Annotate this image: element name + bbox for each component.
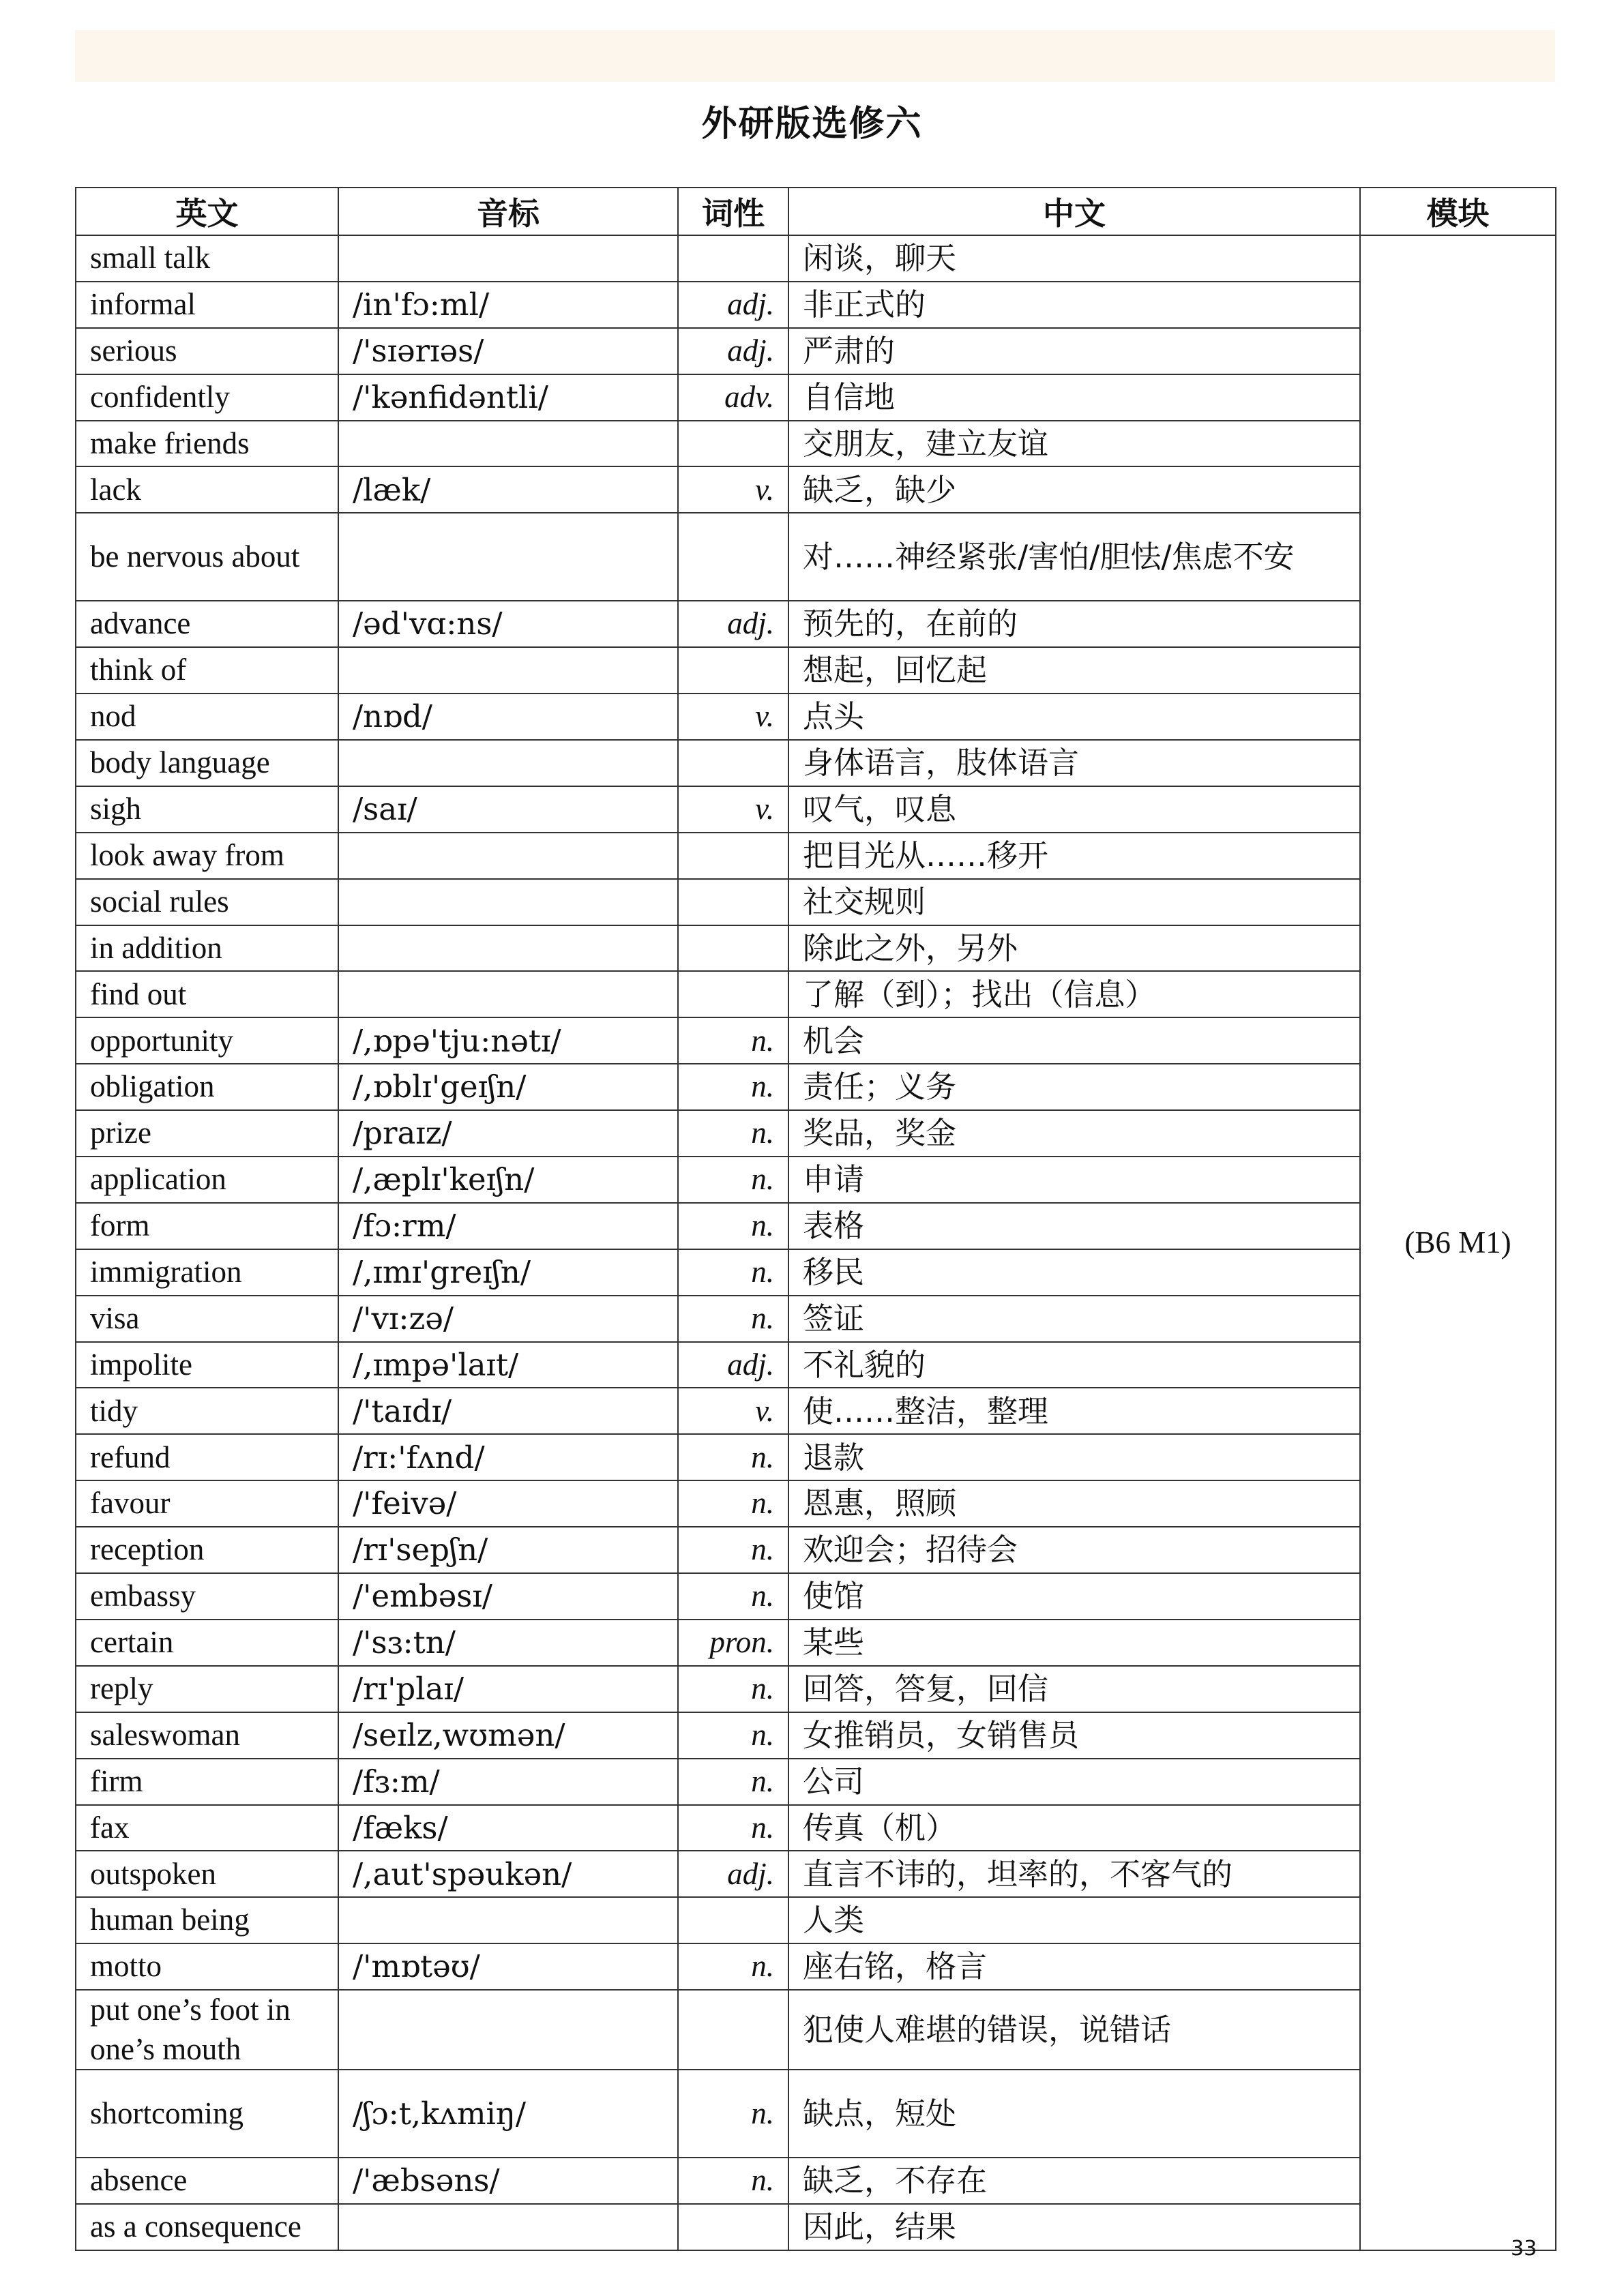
english-cell: nod xyxy=(76,694,338,740)
phonetic-cell: /'feivə/ xyxy=(338,1480,678,1527)
chinese-cell: 某些 xyxy=(788,1620,1360,1666)
table-row xyxy=(76,1249,1556,1296)
chinese-cell: 机会 xyxy=(788,1017,1360,1064)
english-cell: tidy xyxy=(76,1388,338,1434)
page-number: 33 xyxy=(1511,2237,1537,2261)
part-of-speech-cell: pron. xyxy=(678,1620,788,1666)
table-row xyxy=(76,1017,1556,1064)
english-cell: shortcoming xyxy=(76,2070,338,2158)
part-of-speech-cell: n. xyxy=(678,1527,788,1573)
english-cell: body language xyxy=(76,740,338,786)
phonetic-cell: /,ɒpə'tju:nətɪ/ xyxy=(338,1017,678,1064)
english-cell: firm xyxy=(76,1759,338,1805)
part-of-speech-cell: adj. xyxy=(678,328,788,374)
phonetic-cell: /fæks/ xyxy=(338,1805,678,1851)
table-row xyxy=(76,2204,1556,2250)
chinese-cell: 社交规则 xyxy=(788,879,1360,925)
chinese-cell: 退款 xyxy=(788,1434,1360,1480)
chinese-cell: 除此之外，另外 xyxy=(788,925,1360,972)
table-row xyxy=(76,1620,1556,1666)
module-cell: (B6 M1) xyxy=(1360,235,1556,2250)
chinese-cell: 自信地 xyxy=(788,374,1360,421)
phonetic-cell: /'vɪ:zə/ xyxy=(338,1296,678,1342)
english-cell: sigh xyxy=(76,786,338,833)
phonetic-cell xyxy=(338,2204,678,2250)
part-of-speech-cell: n. xyxy=(678,1434,788,1480)
table-row xyxy=(76,2070,1556,2158)
english-cell: absence xyxy=(76,2158,338,2204)
part-of-speech-cell: n. xyxy=(678,1480,788,1527)
chinese-cell: 座右铭，格言 xyxy=(788,1943,1360,1990)
phonetic-cell: /rɪ:'fʌnd/ xyxy=(338,1434,678,1480)
chinese-cell: 叹气，叹息 xyxy=(788,786,1360,833)
phonetic-cell xyxy=(338,513,678,601)
phonetic-cell: /rɪ'sepʃn/ xyxy=(338,1527,678,1573)
phonetic-cell: /ʃɔ:t,kʌmiŋ/ xyxy=(338,2070,678,2158)
table-row xyxy=(76,374,1556,421)
phonetic-cell xyxy=(338,740,678,786)
chinese-cell: 移民 xyxy=(788,1249,1360,1296)
table-row xyxy=(76,1388,1556,1434)
phonetic-cell: /,ɒblɪ'geɪʃn/ xyxy=(338,1064,678,1110)
header-band xyxy=(75,30,1555,82)
table-row xyxy=(76,1851,1556,1897)
phonetic-cell: /læk/ xyxy=(338,466,678,513)
table-row xyxy=(76,786,1556,833)
english-cell: impolite xyxy=(76,1342,338,1388)
phonetic-cell: /əd'vɑ:ns/ xyxy=(338,601,678,647)
part-of-speech-cell: n. xyxy=(678,1666,788,1712)
phonetic-cell: /,ɪmɪ'greɪʃn/ xyxy=(338,1249,678,1296)
english-cell: confidently xyxy=(76,374,338,421)
english-cell: lack xyxy=(76,466,338,513)
table-row xyxy=(76,1110,1556,1157)
table-row xyxy=(76,925,1556,972)
chinese-cell: 签证 xyxy=(788,1296,1360,1342)
table-row xyxy=(76,513,1556,601)
part-of-speech-cell: n. xyxy=(678,1573,788,1620)
part-of-speech-cell: adv. xyxy=(678,374,788,421)
table-row xyxy=(76,647,1556,694)
chinese-cell: 不礼貌的 xyxy=(788,1342,1360,1388)
table-row xyxy=(76,1203,1556,1249)
chinese-cell: 使……整洁，整理 xyxy=(788,1388,1360,1434)
part-of-speech-cell: adj. xyxy=(678,601,788,647)
chinese-cell: 使馆 xyxy=(788,1573,1360,1620)
chinese-cell: 传真（机） xyxy=(788,1805,1360,1851)
table-row xyxy=(76,1342,1556,1388)
chinese-cell: 直言不讳的，坦率的，不客气的 xyxy=(788,1851,1360,1897)
english-cell: think of xyxy=(76,647,338,694)
english-cell: motto xyxy=(76,1943,338,1990)
part-of-speech-cell xyxy=(678,1897,788,1943)
english-cell: application xyxy=(76,1157,338,1203)
part-of-speech-cell xyxy=(678,647,788,694)
english-cell: make friends xyxy=(76,421,338,467)
english-cell: reception xyxy=(76,1527,338,1573)
part-of-speech-cell: n. xyxy=(678,2158,788,2204)
part-of-speech-cell xyxy=(678,925,788,972)
chinese-cell: 人类 xyxy=(788,1897,1360,1943)
vocabulary-table xyxy=(75,187,1556,2251)
chinese-cell: 把目光从……移开 xyxy=(788,833,1360,879)
phonetic-cell: /praɪz/ xyxy=(338,1110,678,1157)
part-of-speech-cell xyxy=(678,740,788,786)
header-part-of-speech: 词性 xyxy=(678,188,788,235)
part-of-speech-cell: n. xyxy=(678,2070,788,2158)
english-cell: refund xyxy=(76,1434,338,1480)
part-of-speech-cell: adj. xyxy=(678,282,788,328)
english-cell: visa xyxy=(76,1296,338,1342)
phonetic-cell: /fɔ:rm/ xyxy=(338,1203,678,1249)
phonetic-cell: /,aut'spəukən/ xyxy=(338,1851,678,1897)
chinese-cell: 表格 xyxy=(788,1203,1360,1249)
chinese-cell: 想起，回忆起 xyxy=(788,647,1360,694)
english-cell: advance xyxy=(76,601,338,647)
table-row xyxy=(76,1805,1556,1851)
phonetic-cell: /seɪlz,wʊmən/ xyxy=(338,1712,678,1759)
part-of-speech-cell: n. xyxy=(678,1759,788,1805)
phonetic-cell: /in'fɔ:ml/ xyxy=(338,282,678,328)
english-cell: in addition xyxy=(76,925,338,972)
chinese-cell: 公司 xyxy=(788,1759,1360,1805)
part-of-speech-cell: n. xyxy=(678,1249,788,1296)
english-cell: social rules xyxy=(76,879,338,925)
header-module: 模块 xyxy=(1360,188,1556,235)
phonetic-cell: /fɜ:m/ xyxy=(338,1759,678,1805)
page-title: 外研版选修六 xyxy=(701,104,923,145)
chinese-cell: 女推销员，女销售员 xyxy=(788,1712,1360,1759)
phonetic-cell xyxy=(338,421,678,467)
english-cell: put one’s foot in one’s mouth xyxy=(76,1990,338,2070)
part-of-speech-cell: v. xyxy=(678,786,788,833)
chinese-cell: 恩惠，照顾 xyxy=(788,1480,1360,1527)
chinese-cell: 因此，结果 xyxy=(788,2204,1360,2250)
english-cell: saleswoman xyxy=(76,1712,338,1759)
part-of-speech-cell xyxy=(678,833,788,879)
english-cell: be nervous about xyxy=(76,513,338,601)
english-cell: outspoken xyxy=(76,1851,338,1897)
part-of-speech-cell: n. xyxy=(678,1017,788,1064)
table-row xyxy=(76,601,1556,647)
english-cell: human being xyxy=(76,1897,338,1943)
phonetic-cell xyxy=(338,1990,678,2070)
part-of-speech-cell xyxy=(678,971,788,1017)
table-row xyxy=(76,282,1556,328)
english-cell: certain xyxy=(76,1620,338,1666)
header-chinese: 中文 xyxy=(788,188,1360,235)
chinese-cell: 缺乏，不存在 xyxy=(788,2158,1360,2204)
part-of-speech-cell: n. xyxy=(678,1110,788,1157)
phonetic-cell: /'sɜ:tn/ xyxy=(338,1620,678,1666)
chinese-cell: 对……神经紧张/害怕/胆怯/焦虑不安 xyxy=(788,513,1360,601)
part-of-speech-cell xyxy=(678,235,788,282)
phonetic-cell xyxy=(338,925,678,972)
chinese-cell: 身体语言，肢体语言 xyxy=(788,740,1360,786)
english-cell: reply xyxy=(76,1666,338,1712)
part-of-speech-cell: v. xyxy=(678,1388,788,1434)
table-header-row xyxy=(76,188,1556,235)
phonetic-cell xyxy=(338,235,678,282)
english-cell: form xyxy=(76,1203,338,1249)
chinese-cell: 了解（到）；找出（信息） xyxy=(788,971,1360,1017)
phonetic-cell: /saɪ/ xyxy=(338,786,678,833)
table-row xyxy=(76,2158,1556,2204)
phonetic-cell: /'sɪərɪəs/ xyxy=(338,328,678,374)
english-cell: small talk xyxy=(76,235,338,282)
table-row xyxy=(76,1666,1556,1712)
table-row xyxy=(76,1759,1556,1805)
chinese-cell: 回答，答复，回信 xyxy=(788,1666,1360,1712)
english-cell: as a consequence xyxy=(76,2204,338,2250)
table-row xyxy=(76,1296,1556,1342)
table-row xyxy=(76,1990,1556,2070)
table-row xyxy=(76,740,1556,786)
english-cell: fax xyxy=(76,1805,338,1851)
part-of-speech-cell: n. xyxy=(678,1805,788,1851)
phonetic-cell: /'mɒtəʊ/ xyxy=(338,1943,678,1990)
phonetic-cell: /rɪ'plaɪ/ xyxy=(338,1666,678,1712)
chinese-cell: 预先的，在前的 xyxy=(788,601,1360,647)
header-english: 英文 xyxy=(76,188,338,235)
phonetic-cell: /,ɪmpə'laɪt/ xyxy=(338,1342,678,1388)
phonetic-cell xyxy=(338,879,678,925)
english-cell: favour xyxy=(76,1480,338,1527)
english-cell: obligation xyxy=(76,1064,338,1110)
part-of-speech-cell xyxy=(678,421,788,467)
part-of-speech-cell: n. xyxy=(678,1157,788,1203)
phonetic-cell xyxy=(338,833,678,879)
table-row xyxy=(76,421,1556,467)
part-of-speech-cell: adj. xyxy=(678,1342,788,1388)
phonetic-cell: /,æplɪ'keɪʃn/ xyxy=(338,1157,678,1203)
phonetic-cell: /'embəsɪ/ xyxy=(338,1573,678,1620)
english-cell: immigration xyxy=(76,1249,338,1296)
part-of-speech-cell: adj. xyxy=(678,1851,788,1897)
chinese-cell: 闲谈，聊天 xyxy=(788,235,1360,282)
english-cell: prize xyxy=(76,1110,338,1157)
table-row xyxy=(76,879,1556,925)
part-of-speech-cell: n. xyxy=(678,1203,788,1249)
chinese-cell: 奖品，奖金 xyxy=(788,1110,1360,1157)
chinese-cell: 非正式的 xyxy=(788,282,1360,328)
phonetic-cell: /nɒd/ xyxy=(338,694,678,740)
chinese-cell: 缺乏，缺少 xyxy=(788,466,1360,513)
english-cell: informal xyxy=(76,282,338,328)
chinese-cell: 缺点，短处 xyxy=(788,2070,1360,2158)
chinese-cell: 责任；义务 xyxy=(788,1064,1360,1110)
part-of-speech-cell: v. xyxy=(678,694,788,740)
table-row xyxy=(76,1064,1556,1110)
english-cell: embassy xyxy=(76,1573,338,1620)
table-row xyxy=(76,1480,1556,1527)
chinese-cell: 欢迎会；招待会 xyxy=(788,1527,1360,1573)
english-cell: find out xyxy=(76,971,338,1017)
table-row xyxy=(76,833,1556,879)
part-of-speech-cell: v. xyxy=(678,466,788,513)
chinese-cell: 申请 xyxy=(788,1157,1360,1203)
part-of-speech-cell xyxy=(678,1990,788,2070)
chinese-cell: 犯使人难堪的错误，说错话 xyxy=(788,1990,1360,2070)
table-row xyxy=(76,1157,1556,1203)
phonetic-cell xyxy=(338,1897,678,1943)
chinese-cell: 点头 xyxy=(788,694,1360,740)
phonetic-cell: /'kənfidəntli/ xyxy=(338,374,678,421)
english-cell: serious xyxy=(76,328,338,374)
table-row xyxy=(76,328,1556,374)
phonetic-cell xyxy=(338,971,678,1017)
table-row xyxy=(76,971,1556,1017)
part-of-speech-cell: n. xyxy=(678,1064,788,1110)
header-phonetic: 音标 xyxy=(338,188,678,235)
phonetic-cell: /'taɪdɪ/ xyxy=(338,1388,678,1434)
part-of-speech-cell: n. xyxy=(678,1943,788,1990)
chinese-cell: 严肃的 xyxy=(788,328,1360,374)
table-body xyxy=(76,235,1556,2250)
english-cell: look away from xyxy=(76,833,338,879)
part-of-speech-cell xyxy=(678,879,788,925)
part-of-speech-cell: n. xyxy=(678,1296,788,1342)
chinese-cell: 交朋友，建立友谊 xyxy=(788,421,1360,467)
part-of-speech-cell xyxy=(678,2204,788,2250)
table-row xyxy=(76,1573,1556,1620)
phonetic-cell xyxy=(338,647,678,694)
table-row xyxy=(76,694,1556,740)
english-cell: opportunity xyxy=(76,1017,338,1064)
table-row xyxy=(76,466,1556,513)
table-row xyxy=(76,1897,1556,1943)
table-row xyxy=(76,1712,1556,1759)
part-of-speech-cell xyxy=(678,513,788,601)
part-of-speech-cell: n. xyxy=(678,1712,788,1759)
table-row xyxy=(76,1527,1556,1573)
phonetic-cell: /'æbsəns/ xyxy=(338,2158,678,2204)
table-row xyxy=(76,1943,1556,1990)
table-row xyxy=(76,1434,1556,1480)
table-row xyxy=(76,235,1556,282)
